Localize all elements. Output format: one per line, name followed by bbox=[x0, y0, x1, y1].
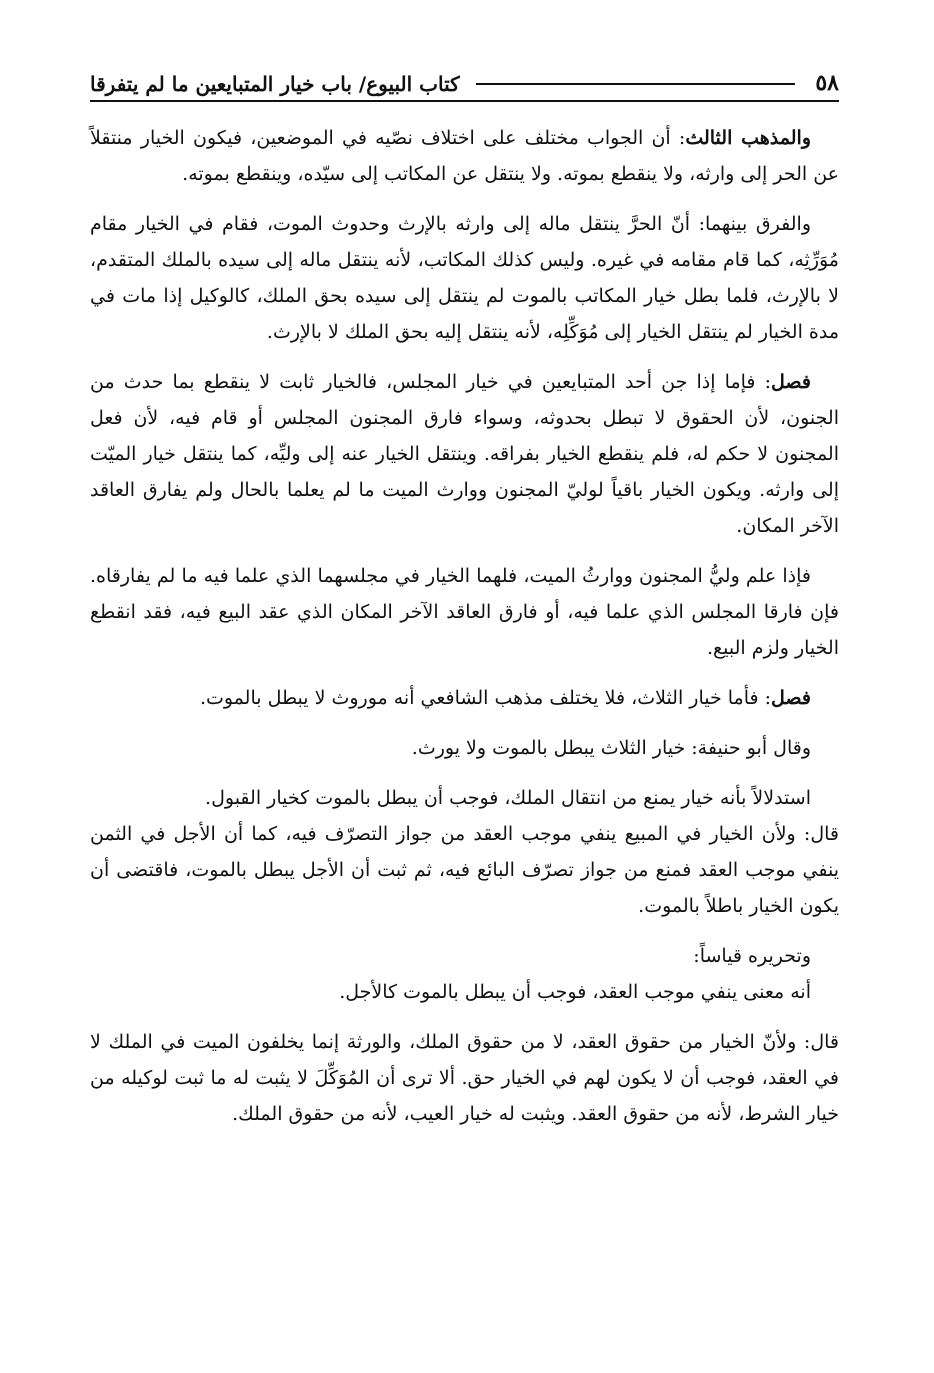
paragraph-text: : أن الجواب مختلف على اختلاف نصّيه في الموضعين، فيكون الخيار منتقلاً عن الحر إلى وارثه، ولا ينقطع بموته. ولا ينتقل عن المكاتب إلى سيّده، وينقطع بموته. bbox=[90, 127, 839, 185]
running-head bbox=[90, 58, 839, 94]
paragraph-text: وتحريره قياساً: bbox=[693, 945, 811, 967]
paragraph-guardian-heir bbox=[90, 558, 839, 666]
page-number: ٥٨ bbox=[815, 70, 839, 96]
page-body bbox=[90, 120, 839, 1132]
paragraph-fasl-three-days bbox=[90, 680, 839, 716]
paragraph-text: أنه معنى ينفي موجب العقد، فوجب أن يبطل بالموت كالأجل. bbox=[339, 981, 811, 1003]
paragraph-text: قال: ولأن الخيار في المبيع ينفي موجب العقد من جواز التصرّف فيه، كما أن الأجل في الثمن ينفي موجب العقد فمنع من جواز تصرّف البائع فيه، ثم ثبت أن الأجل يبطل بالموت، فاقتضى أن يكون الخيار باطلاً بالموت. bbox=[90, 823, 839, 917]
paragraph-tahrir bbox=[90, 938, 839, 974]
paragraph-text: : فأما خيار الثلاث، فلا يختلف مذهب الشافعي أنه موروث لا يبطل بالموت. bbox=[199, 687, 772, 709]
paragraph-tahrir-text bbox=[90, 974, 839, 1010]
paragraph-lead: والمذهب الثالث bbox=[685, 127, 811, 149]
paragraph-istidlal bbox=[90, 780, 839, 816]
paragraph-difference bbox=[90, 206, 839, 350]
paragraph-text: استدلالاً بأنه خيار يمنع من انتقال الملك، فوجب أن يبطل بالموت كخيار القبول. bbox=[205, 787, 811, 809]
header-rule bbox=[476, 83, 796, 85]
paragraph-qala-2 bbox=[90, 1024, 839, 1132]
paragraph-text: فإذا علم وليُّ المجنون ووارثُ الميت، فلهما الخيار في مجلسهما الذي علما فيه ما لم يفارقاه. فإن فارقا المجلس الذي علما فيه، أو فارق العاقد الآخر المكان الذي عقد البيع فيه، فقد انقطع الخيار ولزم البيع. bbox=[90, 565, 839, 659]
paragraph-abu-hanifa bbox=[90, 730, 839, 766]
running-title: كتاب البيوع/ باب خيار المتبايعين ما لم يتفرقا bbox=[90, 72, 460, 96]
paragraph-text: قال: ولأنّ الخيار من حقوق العقد، لا من حقوق الملك، والورثة إنما يخلفون الميت في الملك لا في العقد، فوجب أن لا يكون لهم في الخيار حق. ألا ترى أن المُوَكِّلَ لا يثبت له ما ثبت لوكيله من خيار الشرط، لأنه من حقوق العقد. ويثبت له خيار العيب، لأنه من حقوق الملك. bbox=[90, 1031, 839, 1125]
paragraph-text: والفرق بينهما: أنّ الحرَّ ينتقل ماله إلى وارثه بالإرث وحدوث الموت، فقام في الخيار مقام مُوَرِّثِه، كما قام مقامه في غيره. وليس كذلك المكاتب، لأنه ينتقل ماله إلى سيده بالملك المتقدم، لا بالإرث، فلما بطل خيار المكاتب بالموت لم ينتقل إلى سيده بحق الملك، كالوكيل إذا مات في مدة الخيار لم ينتقل الخيار إلى مُوَكِّلِه، لأنه ينتقل إليه بحق الملك لا بالإرث. bbox=[90, 213, 839, 343]
paragraph-lead: فصل bbox=[771, 687, 811, 709]
paragraph-qala-1 bbox=[90, 816, 839, 924]
document-page bbox=[90, 58, 839, 1333]
header-underline bbox=[90, 100, 839, 102]
paragraph-lead: فصل bbox=[771, 371, 811, 393]
paragraph-third-madhhab bbox=[90, 120, 839, 192]
paragraph-text: وقال أبو حنيفة: خيار الثلاث يبطل بالموت ولا يورث. bbox=[411, 737, 811, 759]
paragraph-text: : فإما إذا جن أحد المتبايعين في خيار المجلس، فالخيار ثابت لا ينقطع بما حدث من الجنون، لأن الحقوق لا تبطل بحدوثه، وسواء فارق المجنون المجلس أو قام فيه، لأن فعل المجنون لا حكم له، فلم ينقطع الخيار بفراقه. وينتقل الخيار عنه إلى وليِّه، كما ينتقل خيار الميّت إلى وارثه. ويكون الخيار باقياً لوليّ المجنون ووارث الميت ما لم يعلما بالحال ولم يفارق العاقد الآخر المكان. bbox=[90, 371, 839, 537]
paragraph-fasl-insanity bbox=[90, 364, 839, 544]
